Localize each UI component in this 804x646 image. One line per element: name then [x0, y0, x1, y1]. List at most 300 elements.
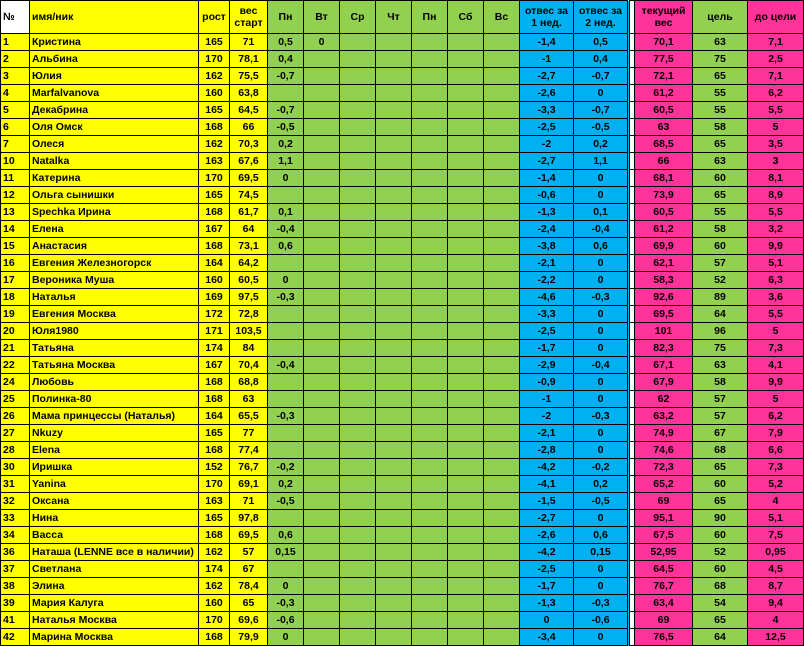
- cell-tue: [304, 170, 340, 187]
- cell-current-weight: 70,1: [635, 34, 693, 51]
- cell-sat: [448, 102, 484, 119]
- cell-mon: [268, 391, 304, 408]
- cell-to-goal: 7,9: [748, 425, 804, 442]
- cell-fri: [412, 85, 448, 102]
- cell-fri: [412, 272, 448, 289]
- table-row: [1, 323, 804, 340]
- cell-mon: 0,5: [268, 34, 304, 51]
- cell-loss-week2: 0,6: [574, 527, 629, 544]
- cell-thu: [376, 153, 412, 170]
- cell-start-weight: 69,5: [230, 170, 268, 187]
- cell-num: 26: [1, 408, 30, 425]
- cell-sun: [484, 170, 520, 187]
- cell-height: 165: [199, 510, 230, 527]
- cell-fri: [412, 204, 448, 221]
- cell-num: 12: [1, 187, 30, 204]
- cell-loss-week1: -2,6: [520, 527, 574, 544]
- header-sat: Сб: [448, 1, 484, 34]
- cell-start-weight: 63: [230, 391, 268, 408]
- cell-height: 169: [199, 289, 230, 306]
- cell-sat: [448, 612, 484, 629]
- cell-loss-week2: 0: [574, 510, 629, 527]
- cell-sun: [484, 527, 520, 544]
- header-tue: Вт: [304, 1, 340, 34]
- cell-loss-week2: 0: [574, 255, 629, 272]
- table-row: [1, 612, 804, 629]
- cell-tue: [304, 85, 340, 102]
- cell-to-goal: 7,1: [748, 34, 804, 51]
- cell-start-weight: 97,5: [230, 289, 268, 306]
- cell-num: 39: [1, 595, 30, 612]
- cell-fri: [412, 425, 448, 442]
- cell-start-weight: 65: [230, 595, 268, 612]
- cell-wed: [340, 85, 376, 102]
- cell-thu: [376, 119, 412, 136]
- cell-current-weight: 77,5: [635, 51, 693, 68]
- cell-tue: [304, 340, 340, 357]
- cell-sun: [484, 153, 520, 170]
- cell-goal: 57: [693, 408, 748, 425]
- cell-to-goal: 8,7: [748, 578, 804, 595]
- cell-loss-week2: 0,2: [574, 136, 629, 153]
- cell-to-goal: 4: [748, 612, 804, 629]
- cell-sat: [448, 561, 484, 578]
- cell-sat: [448, 153, 484, 170]
- header-name: имя/ник: [30, 1, 199, 34]
- cell-goal: 65: [693, 612, 748, 629]
- header-to-goal: до цели: [748, 1, 804, 34]
- table-row: [1, 85, 804, 102]
- table-body: [1, 34, 804, 646]
- cell-sat: [448, 544, 484, 561]
- cell-name: Нина: [30, 510, 199, 527]
- cell-height: 162: [199, 136, 230, 153]
- cell-num: 21: [1, 340, 30, 357]
- cell-to-goal: 6,2: [748, 85, 804, 102]
- table-row: [1, 255, 804, 272]
- cell-height: 168: [199, 391, 230, 408]
- cell-loss-week1: -3,3: [520, 306, 574, 323]
- cell-sun: [484, 221, 520, 238]
- cell-goal: 65: [693, 187, 748, 204]
- cell-to-goal: 5,5: [748, 306, 804, 323]
- cell-loss-week1: -4,6: [520, 289, 574, 306]
- cell-sat: [448, 510, 484, 527]
- cell-name: Светлана: [30, 561, 199, 578]
- cell-num: 5: [1, 102, 30, 119]
- cell-start-weight: 64: [230, 221, 268, 238]
- cell-wed: [340, 204, 376, 221]
- cell-height: 174: [199, 561, 230, 578]
- cell-fri: [412, 391, 448, 408]
- cell-current-weight: 69: [635, 612, 693, 629]
- cell-name: Оля Омск: [30, 119, 199, 136]
- cell-wed: [340, 153, 376, 170]
- cell-tue: 0: [304, 34, 340, 51]
- cell-sat: [448, 340, 484, 357]
- cell-loss-week2: 0: [574, 561, 629, 578]
- cell-goal: 63: [693, 357, 748, 374]
- cell-wed: [340, 510, 376, 527]
- cell-sun: [484, 459, 520, 476]
- cell-thu: [376, 408, 412, 425]
- cell-sat: [448, 595, 484, 612]
- cell-current-weight: 62: [635, 391, 693, 408]
- cell-loss-week1: 0: [520, 612, 574, 629]
- cell-thu: [376, 374, 412, 391]
- cell-goal: 67: [693, 425, 748, 442]
- cell-to-goal: 6,3: [748, 272, 804, 289]
- cell-mon: -0,4: [268, 357, 304, 374]
- cell-loss-week2: -0,2: [574, 459, 629, 476]
- cell-thu: [376, 493, 412, 510]
- cell-num: 15: [1, 238, 30, 255]
- cell-num: 33: [1, 510, 30, 527]
- cell-sat: [448, 493, 484, 510]
- cell-mon: 0,1: [268, 204, 304, 221]
- cell-height: 152: [199, 459, 230, 476]
- cell-name: Кристина: [30, 34, 199, 51]
- cell-current-weight: 67,9: [635, 374, 693, 391]
- header-wed: Ср: [340, 1, 376, 34]
- cell-tue: [304, 289, 340, 306]
- cell-loss-week1: -2,9: [520, 357, 574, 374]
- cell-num: 30: [1, 459, 30, 476]
- cell-loss-week2: 0: [574, 85, 629, 102]
- cell-sat: [448, 170, 484, 187]
- cell-name: Nkuzy: [30, 425, 199, 442]
- cell-height: 162: [199, 544, 230, 561]
- cell-loss-week1: -2,8: [520, 442, 574, 459]
- cell-mon: -0,5: [268, 119, 304, 136]
- cell-loss-week1: -2,2: [520, 272, 574, 289]
- cell-sat: [448, 51, 484, 68]
- cell-name: Yanina: [30, 476, 199, 493]
- cell-loss-week2: 0: [574, 187, 629, 204]
- cell-thu: [376, 204, 412, 221]
- cell-loss-week2: 0: [574, 374, 629, 391]
- cell-sat: [448, 323, 484, 340]
- cell-mon: 0,6: [268, 238, 304, 255]
- cell-loss-week2: -0,6: [574, 612, 629, 629]
- cell-sat: [448, 221, 484, 238]
- cell-thu: [376, 221, 412, 238]
- cell-thu: [376, 442, 412, 459]
- cell-height: 167: [199, 221, 230, 238]
- cell-sat: [448, 629, 484, 646]
- cell-fri: [412, 170, 448, 187]
- header-row: [1, 1, 804, 34]
- cell-current-weight: 67,1: [635, 357, 693, 374]
- cell-to-goal: 5,2: [748, 476, 804, 493]
- cell-thu: [376, 510, 412, 527]
- cell-tue: [304, 561, 340, 578]
- cell-sat: [448, 272, 484, 289]
- cell-thu: [376, 459, 412, 476]
- cell-fri: [412, 595, 448, 612]
- cell-sat: [448, 357, 484, 374]
- cell-loss-week1: -2: [520, 136, 574, 153]
- cell-height: 170: [199, 170, 230, 187]
- cell-height: 168: [199, 442, 230, 459]
- cell-tue: [304, 476, 340, 493]
- cell-mon: 0,4: [268, 51, 304, 68]
- cell-sun: [484, 493, 520, 510]
- cell-wed: [340, 221, 376, 238]
- cell-goal: 75: [693, 51, 748, 68]
- cell-goal: 57: [693, 391, 748, 408]
- cell-sun: [484, 255, 520, 272]
- cell-to-goal: 7,5: [748, 527, 804, 544]
- table-row: [1, 136, 804, 153]
- cell-loss-week2: 0: [574, 170, 629, 187]
- cell-to-goal: 7,1: [748, 68, 804, 85]
- cell-goal: 58: [693, 221, 748, 238]
- cell-goal: 60: [693, 527, 748, 544]
- cell-num: 10: [1, 153, 30, 170]
- cell-current-weight: 92,6: [635, 289, 693, 306]
- cell-wed: [340, 459, 376, 476]
- cell-current-weight: 62,1: [635, 255, 693, 272]
- cell-sun: [484, 578, 520, 595]
- cell-thu: [376, 340, 412, 357]
- cell-name: Мама принцессы (Наталья): [30, 408, 199, 425]
- cell-sun: [484, 187, 520, 204]
- cell-to-goal: 0,95: [748, 544, 804, 561]
- cell-sun: [484, 374, 520, 391]
- header-fri: Пн: [412, 1, 448, 34]
- cell-to-goal: 5,5: [748, 102, 804, 119]
- cell-height: 167: [199, 357, 230, 374]
- cell-loss-week1: -4,2: [520, 459, 574, 476]
- cell-wed: [340, 595, 376, 612]
- cell-thu: [376, 425, 412, 442]
- table-row: [1, 187, 804, 204]
- cell-mon: [268, 561, 304, 578]
- cell-height: 165: [199, 187, 230, 204]
- cell-sat: [448, 476, 484, 493]
- cell-name: Вероника Муша: [30, 272, 199, 289]
- cell-num: 27: [1, 425, 30, 442]
- cell-mon: -0,7: [268, 68, 304, 85]
- cell-goal: 54: [693, 595, 748, 612]
- cell-loss-week2: -0,5: [574, 493, 629, 510]
- cell-height: 168: [199, 119, 230, 136]
- table-row: [1, 306, 804, 323]
- cell-wed: [340, 272, 376, 289]
- cell-height: 165: [199, 425, 230, 442]
- cell-current-weight: 72,1: [635, 68, 693, 85]
- cell-tue: [304, 102, 340, 119]
- cell-wed: [340, 561, 376, 578]
- cell-goal: 68: [693, 442, 748, 459]
- cell-height: 162: [199, 578, 230, 595]
- cell-name: Татьяна Москва: [30, 357, 199, 374]
- cell-current-weight: 60,5: [635, 102, 693, 119]
- cell-start-weight: 69,6: [230, 612, 268, 629]
- cell-height: 168: [199, 629, 230, 646]
- cell-num: 38: [1, 578, 30, 595]
- cell-height: 168: [199, 374, 230, 391]
- header-height: рост: [199, 1, 230, 34]
- cell-mon: -0,5: [268, 493, 304, 510]
- table-row: [1, 340, 804, 357]
- cell-loss-week2: -0,3: [574, 595, 629, 612]
- cell-name: Elena: [30, 442, 199, 459]
- cell-start-weight: 70,4: [230, 357, 268, 374]
- cell-current-weight: 73,9: [635, 187, 693, 204]
- cell-fri: [412, 357, 448, 374]
- cell-loss-week1: -1,5: [520, 493, 574, 510]
- cell-start-weight: 78,1: [230, 51, 268, 68]
- cell-sat: [448, 408, 484, 425]
- cell-fri: [412, 119, 448, 136]
- cell-sat: [448, 85, 484, 102]
- cell-to-goal: 5,1: [748, 255, 804, 272]
- table-row: [1, 170, 804, 187]
- cell-sat: [448, 136, 484, 153]
- cell-height: 168: [199, 238, 230, 255]
- cell-mon: 1,1: [268, 153, 304, 170]
- table-row: [1, 493, 804, 510]
- cell-sat: [448, 34, 484, 51]
- cell-tue: [304, 408, 340, 425]
- cell-wed: [340, 119, 376, 136]
- cell-thu: [376, 357, 412, 374]
- cell-mon: -0,6: [268, 612, 304, 629]
- cell-start-weight: 77,4: [230, 442, 268, 459]
- cell-num: 7: [1, 136, 30, 153]
- cell-name: Элина: [30, 578, 199, 595]
- cell-loss-week2: 0,4: [574, 51, 629, 68]
- cell-to-goal: 4,1: [748, 357, 804, 374]
- cell-current-weight: 68,5: [635, 136, 693, 153]
- cell-loss-week1: -1,7: [520, 578, 574, 595]
- cell-goal: 55: [693, 204, 748, 221]
- table-row: [1, 442, 804, 459]
- cell-current-weight: 66: [635, 153, 693, 170]
- cell-name: Мария Калуга: [30, 595, 199, 612]
- cell-sun: [484, 204, 520, 221]
- table-row: [1, 527, 804, 544]
- cell-goal: 55: [693, 102, 748, 119]
- cell-fri: [412, 374, 448, 391]
- cell-mon: [268, 255, 304, 272]
- cell-tue: [304, 187, 340, 204]
- cell-fri: [412, 459, 448, 476]
- cell-height: 164: [199, 408, 230, 425]
- cell-thu: [376, 323, 412, 340]
- cell-sat: [448, 289, 484, 306]
- cell-sun: [484, 119, 520, 136]
- cell-sun: [484, 85, 520, 102]
- cell-to-goal: 5,1: [748, 510, 804, 527]
- cell-fri: [412, 476, 448, 493]
- cell-wed: [340, 544, 376, 561]
- cell-goal: 60: [693, 476, 748, 493]
- cell-mon: -0,4: [268, 221, 304, 238]
- cell-name: Наташа (LENNE все в наличии): [30, 544, 199, 561]
- cell-num: 13: [1, 204, 30, 221]
- cell-name: Катерина: [30, 170, 199, 187]
- cell-loss-week1: -2,1: [520, 425, 574, 442]
- cell-num: 2: [1, 51, 30, 68]
- cell-start-weight: 69,5: [230, 527, 268, 544]
- cell-loss-week2: 0: [574, 578, 629, 595]
- header-thu: Чт: [376, 1, 412, 34]
- cell-loss-week2: -0,5: [574, 119, 629, 136]
- table-row: [1, 34, 804, 51]
- cell-tue: [304, 493, 340, 510]
- cell-mon: [268, 374, 304, 391]
- cell-name: Юля1980: [30, 323, 199, 340]
- cell-name: Евгения Москва: [30, 306, 199, 323]
- cell-goal: 60: [693, 238, 748, 255]
- cell-tue: [304, 442, 340, 459]
- cell-height: 170: [199, 51, 230, 68]
- cell-sun: [484, 340, 520, 357]
- cell-num: 17: [1, 272, 30, 289]
- cell-goal: 65: [693, 459, 748, 476]
- cell-loss-week2: 0: [574, 340, 629, 357]
- cell-tue: [304, 595, 340, 612]
- cell-mon: 0: [268, 578, 304, 595]
- cell-num: 32: [1, 493, 30, 510]
- table-row: [1, 51, 804, 68]
- cell-loss-week2: 0,15: [574, 544, 629, 561]
- cell-loss-week2: -0,7: [574, 68, 629, 85]
- header-loss-week2: отвес за 2 нед.: [574, 1, 629, 34]
- cell-height: 165: [199, 102, 230, 119]
- cell-num: 37: [1, 561, 30, 578]
- cell-wed: [340, 136, 376, 153]
- cell-to-goal: 6,6: [748, 442, 804, 459]
- cell-to-goal: 8,1: [748, 170, 804, 187]
- cell-tue: [304, 459, 340, 476]
- cell-thu: [376, 629, 412, 646]
- cell-to-goal: 7,3: [748, 340, 804, 357]
- cell-tue: [304, 374, 340, 391]
- cell-start-weight: 73,1: [230, 238, 268, 255]
- table-row: [1, 561, 804, 578]
- cell-wed: [340, 629, 376, 646]
- cell-name: Иришка: [30, 459, 199, 476]
- cell-fri: [412, 340, 448, 357]
- cell-sat: [448, 459, 484, 476]
- cell-loss-week2: 0: [574, 306, 629, 323]
- cell-mon: [268, 510, 304, 527]
- cell-fri: [412, 493, 448, 510]
- cell-wed: [340, 170, 376, 187]
- cell-loss-week2: 0: [574, 323, 629, 340]
- cell-loss-week1: -3,3: [520, 102, 574, 119]
- cell-start-weight: 75,5: [230, 68, 268, 85]
- cell-goal: 89: [693, 289, 748, 306]
- table-row: [1, 408, 804, 425]
- cell-loss-week2: -0,3: [574, 408, 629, 425]
- cell-goal: 58: [693, 374, 748, 391]
- cell-loss-week2: 0: [574, 425, 629, 442]
- cell-thu: [376, 85, 412, 102]
- cell-start-weight: 79,9: [230, 629, 268, 646]
- cell-thu: [376, 68, 412, 85]
- cell-start-weight: 77: [230, 425, 268, 442]
- cell-current-weight: 69,9: [635, 238, 693, 255]
- cell-loss-week1: -2,7: [520, 510, 574, 527]
- cell-mon: 0,6: [268, 527, 304, 544]
- cell-start-weight: 64,2: [230, 255, 268, 272]
- cell-goal: 65: [693, 136, 748, 153]
